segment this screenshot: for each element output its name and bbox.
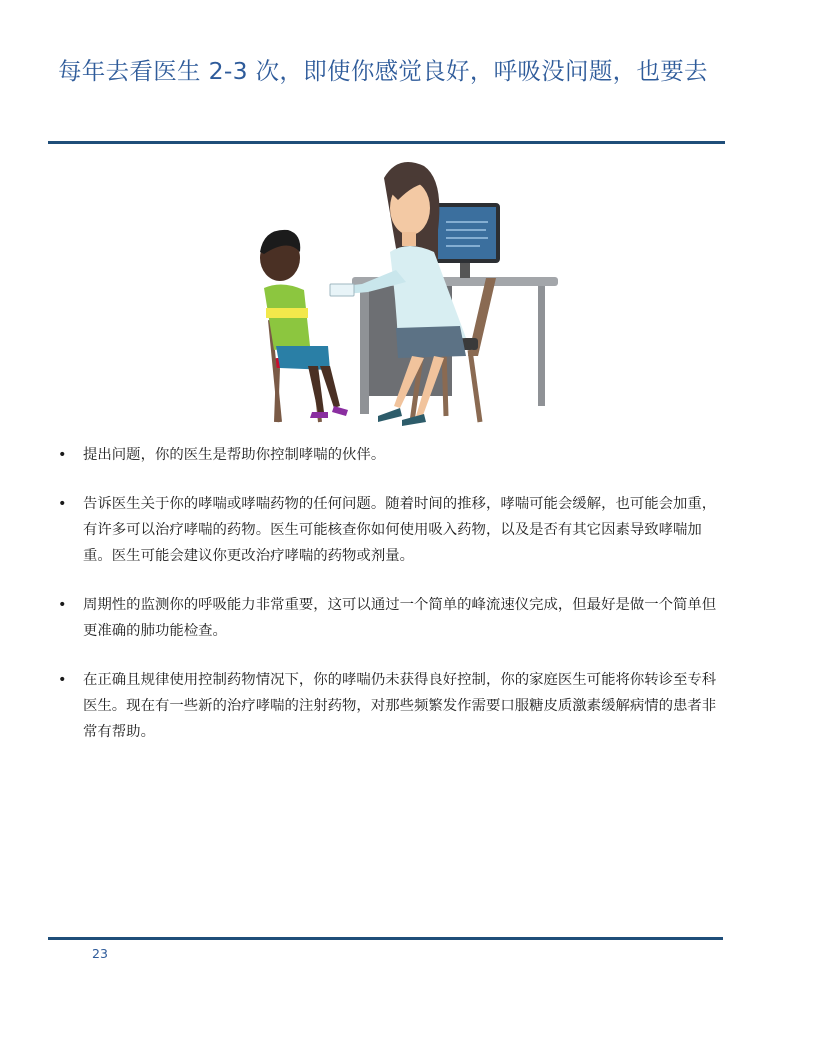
page-title: 每年去看医生 2-3 次，即使你感觉良好，呼吸没问题，也要去 bbox=[58, 57, 708, 85]
bullet-dot: • bbox=[58, 496, 67, 512]
bullet-item bbox=[58, 442, 718, 468]
bullet-text: 周期性的监测你的呼吸能力非常重要，这可以通过一个简单的峰流速仪完成，但最好是做一个简单但更准确的肺功能检查。 bbox=[83, 597, 717, 639]
bullet-item bbox=[58, 491, 718, 569]
bullet-text: 提出问题，你的医生是帮助你控制哮喘的伙伴。 bbox=[83, 447, 386, 463]
bullet-text: 告诉医生关于你的哮喘或哮喘药物的任何问题。随着时间的推移，哮喘可能会缓解，也可能会加重，有许多可以治疗哮喘的药物。医生可能核查你如何使用吸入药物，以及是否有其它因素导致哮喘加重。医生可能会建议你更改治疗哮喘的药物或剂量。 bbox=[83, 496, 717, 564]
bullet-item bbox=[58, 667, 718, 745]
child-legs bbox=[308, 366, 324, 412]
bullet-dot: • bbox=[58, 672, 67, 688]
bullet-item bbox=[58, 592, 718, 644]
doctor-skirt bbox=[396, 326, 466, 358]
bullet-dot: • bbox=[58, 597, 67, 613]
clipboard bbox=[330, 284, 354, 296]
bullet-dot: • bbox=[58, 447, 67, 463]
child-shirt-stripe bbox=[266, 308, 308, 318]
top-divider bbox=[48, 141, 725, 144]
page-number: 23 bbox=[92, 946, 108, 961]
bullet-text: 在正确且规律使用控制药物情况下，你的哮喘仍未获得良好控制，你的家庭医生可能将你转诊至专科医生。现在有一些新的治疗哮喘的注射药物，对那些频繁发作需要口服糖皮质激素缓解病情的患者非常有帮助。 bbox=[83, 672, 717, 740]
bottom-divider bbox=[48, 937, 723, 940]
child-shoe bbox=[310, 412, 328, 418]
doctor-shoe bbox=[378, 408, 402, 422]
bullet-list bbox=[58, 442, 718, 768]
desk-leg-right bbox=[538, 286, 545, 406]
desk-leg-left bbox=[360, 286, 369, 414]
doctor-and-child-illustration bbox=[248, 160, 564, 432]
monitor-screen bbox=[434, 205, 498, 261]
doctor-neck bbox=[402, 232, 416, 246]
